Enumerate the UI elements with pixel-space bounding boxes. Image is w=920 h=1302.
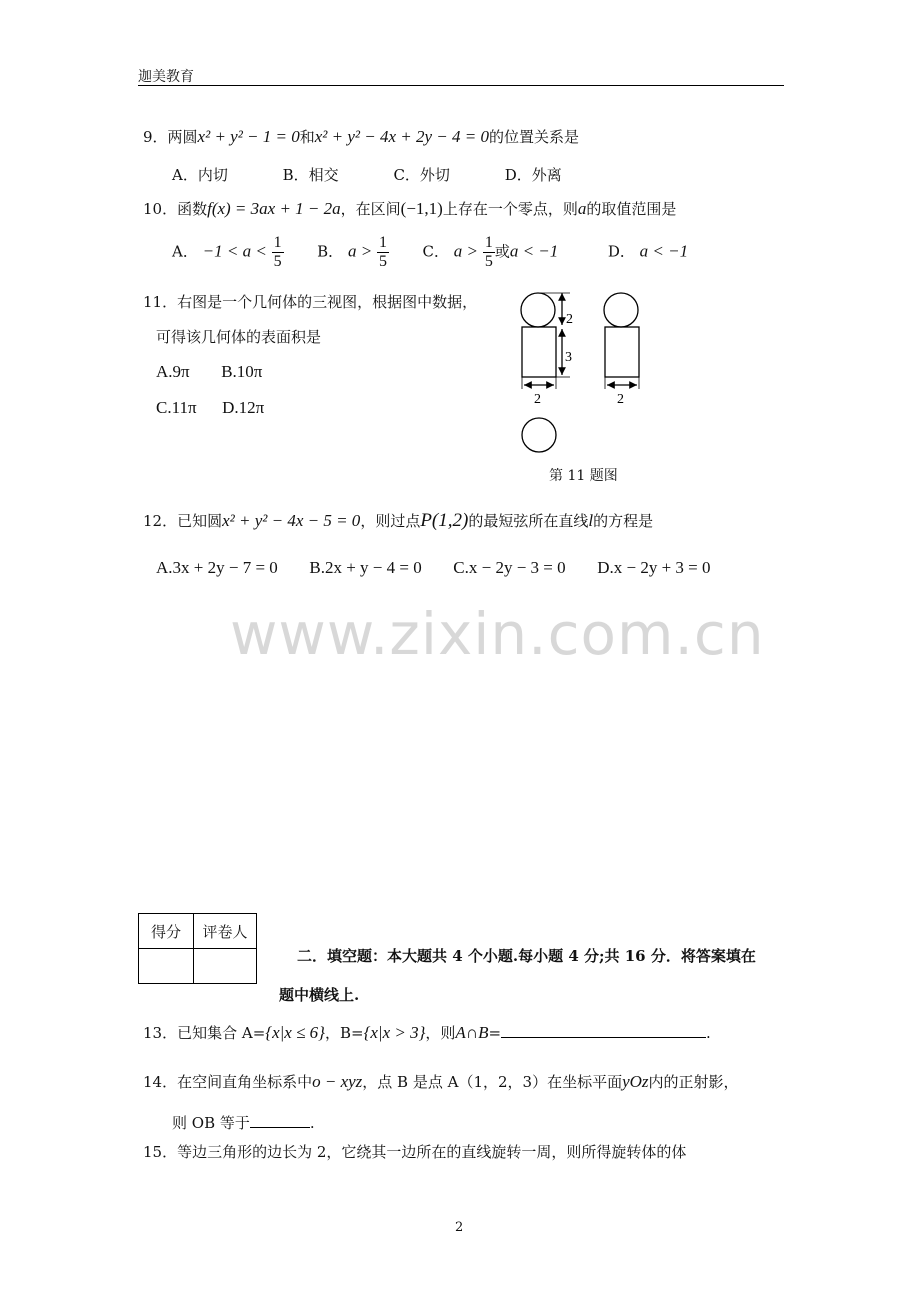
q10-func: f(x) = 3ax + 1 − 2a xyxy=(207,199,341,218)
q9-stem: 9．两圆 xyxy=(143,128,198,146)
q9-option-a: A．内切 xyxy=(172,166,228,184)
q10-tail2: 的取值范围是 xyxy=(586,200,677,218)
q9-eq1: x² + y² − 1 = 0 xyxy=(197,127,300,146)
q12-option-a: A.3x + 2y − 7 = 0 xyxy=(156,558,278,577)
q10-opt-c-expr: a > xyxy=(453,241,479,261)
question-15: 15．等边三角形的边长为 2，它绕其一边所在的直线旋转一周，则所得旋转体的体 xyxy=(143,1143,687,1161)
q12-option-c: C.x − 2y − 3 = 0 xyxy=(453,558,566,577)
q9-eq2: x² + y² − 4x + 2y − 4 = 0 xyxy=(314,127,489,146)
grader-header: 评卷人 xyxy=(194,914,257,949)
top-view xyxy=(522,418,556,452)
q13-mid: ，B= xyxy=(324,1024,364,1042)
label-2-side: 2 xyxy=(617,392,624,407)
q11-line1: 11．右图是一个几何体的三视图，根据图中数据， xyxy=(143,293,478,311)
q12-stem: 12．已知圆 xyxy=(143,512,223,530)
section-2-heading: 二．填空题：本大题共 4 个小题.每小题 4 分;共 16 分．将答案填在 xyxy=(297,947,756,965)
q13-eq: = xyxy=(488,1024,502,1042)
q11-options-row2 xyxy=(156,398,264,418)
score-header: 得分 xyxy=(139,914,194,949)
score-cell[interactable] xyxy=(139,949,194,984)
watermark: www.zixin.com.cn xyxy=(230,600,765,668)
q12-var: l xyxy=(588,511,594,530)
q14-sys: o − xyz xyxy=(312,1072,363,1091)
q14-answer-blank[interactable] xyxy=(250,1127,310,1128)
label-3: 3 xyxy=(565,350,572,365)
q9-option-c: C．外切 xyxy=(393,166,450,184)
score-table xyxy=(138,913,257,984)
q13-answer-blank[interactable] xyxy=(501,1037,706,1038)
q10-interval: (−1,1) xyxy=(400,199,443,218)
frac-num: 1 xyxy=(484,234,493,251)
q10-opt-b-fraction xyxy=(377,234,389,271)
q10-opt-c-label: C． xyxy=(422,242,450,261)
q10-opt-a-expr: −1 < a < xyxy=(202,241,267,261)
q9-option-d: D．外离 xyxy=(504,166,562,184)
q12-option-d: D.x − 2y + 3 = 0 xyxy=(597,558,711,577)
q14-end: . xyxy=(309,1114,315,1132)
question-14 xyxy=(143,1071,739,1092)
front-view-sphere xyxy=(521,293,555,327)
q11-option-b: B.10π xyxy=(221,362,263,381)
q13-expr: A∩B xyxy=(455,1023,489,1042)
top-view-circle xyxy=(522,418,556,452)
question-9 xyxy=(143,126,579,147)
q14-stem: 14．在空间直角坐标系中 xyxy=(143,1073,313,1091)
q10-mid: ，在区间 xyxy=(340,200,401,218)
side-view xyxy=(604,293,639,389)
question-10 xyxy=(143,198,676,219)
front-view-cylinder xyxy=(522,327,556,377)
q12-tail: 的方程是 xyxy=(593,512,654,530)
q14-mid: ，点 B 是点 A（1，2，3）在坐标平面 xyxy=(362,1073,623,1091)
q13-set-b: {x|x > 3} xyxy=(363,1023,426,1042)
q10-stem: 10．函数 xyxy=(143,200,208,218)
side-view-sphere xyxy=(604,293,638,327)
q12-point: P(1,2) xyxy=(420,510,469,531)
q10-options xyxy=(172,234,688,271)
question-12 xyxy=(143,510,653,532)
q12-options xyxy=(156,558,711,578)
grader-cell[interactable] xyxy=(194,949,257,984)
q12-option-b: B.2x + y − 4 = 0 xyxy=(309,558,422,577)
q10-opt-a-label: A． xyxy=(172,242,198,261)
q14-plane: yOz xyxy=(622,1072,649,1091)
q12-mid2: 的最短弦所在直线 xyxy=(468,512,589,530)
side-view-cylinder xyxy=(605,327,639,377)
q11-options-row1 xyxy=(156,362,262,382)
q10-var: a xyxy=(577,199,587,218)
question-13 xyxy=(143,1022,711,1043)
q9-conn: 和 xyxy=(299,128,315,146)
q10-opt-c-fraction xyxy=(483,234,495,271)
frac-den: 5 xyxy=(378,253,387,270)
q11-option-d: D.12π xyxy=(222,398,265,417)
q10-opt-c-or: 或 xyxy=(494,242,510,261)
q11-option-a: A.9π xyxy=(156,362,190,381)
q10-opt-c-post: a < −1 xyxy=(509,241,559,261)
q11-line2: 可得该几何体的表面积是 xyxy=(156,328,322,346)
q14-tail: 内的正射影， xyxy=(648,1073,739,1091)
q14-line2: 则 OB 等于 xyxy=(172,1114,250,1132)
q10-opt-d-expr: a < −1 xyxy=(639,241,689,261)
frac-num: 1 xyxy=(273,234,282,251)
q13-stem: 13．已知集合 A= xyxy=(143,1024,266,1042)
q9-tail: 的位置关系是 xyxy=(489,128,580,146)
page-number: 2 xyxy=(455,1220,464,1235)
question-14-line2 xyxy=(172,1112,315,1133)
three-view-figure xyxy=(500,283,680,493)
q9-options xyxy=(172,164,612,185)
header-rule xyxy=(138,85,784,86)
header-org: 迦美教育 xyxy=(138,69,194,85)
q13-tail: ，则 xyxy=(425,1024,456,1042)
section-2-heading-cont: 题中横线上. xyxy=(279,986,360,1004)
label-2-top: 2 xyxy=(566,312,573,327)
q10-opt-d-label: D． xyxy=(607,242,635,261)
q10-opt-a-fraction xyxy=(272,234,284,271)
label-2-front: 2 xyxy=(534,392,541,407)
q10-opt-b-label: B． xyxy=(317,242,344,261)
figure-caption: 第 11 题图 xyxy=(549,468,618,484)
q11-option-c: C.11π xyxy=(156,398,197,417)
frac-den: 5 xyxy=(273,253,282,270)
q9-option-b: B．相交 xyxy=(282,166,339,184)
q12-eq: x² + y² − 4x − 5 = 0 xyxy=(222,511,361,530)
q13-end: . xyxy=(706,1024,711,1042)
q12-mid: ，则过点 xyxy=(360,512,421,530)
frac-num: 1 xyxy=(378,234,387,251)
q10-tail: 上存在一个零点，则 xyxy=(442,200,578,218)
frac-den: 5 xyxy=(484,253,493,270)
front-view xyxy=(521,293,570,389)
q13-set-a: {x|x ≤ 6} xyxy=(265,1023,325,1042)
q10-opt-b-expr: a > xyxy=(347,241,373,261)
